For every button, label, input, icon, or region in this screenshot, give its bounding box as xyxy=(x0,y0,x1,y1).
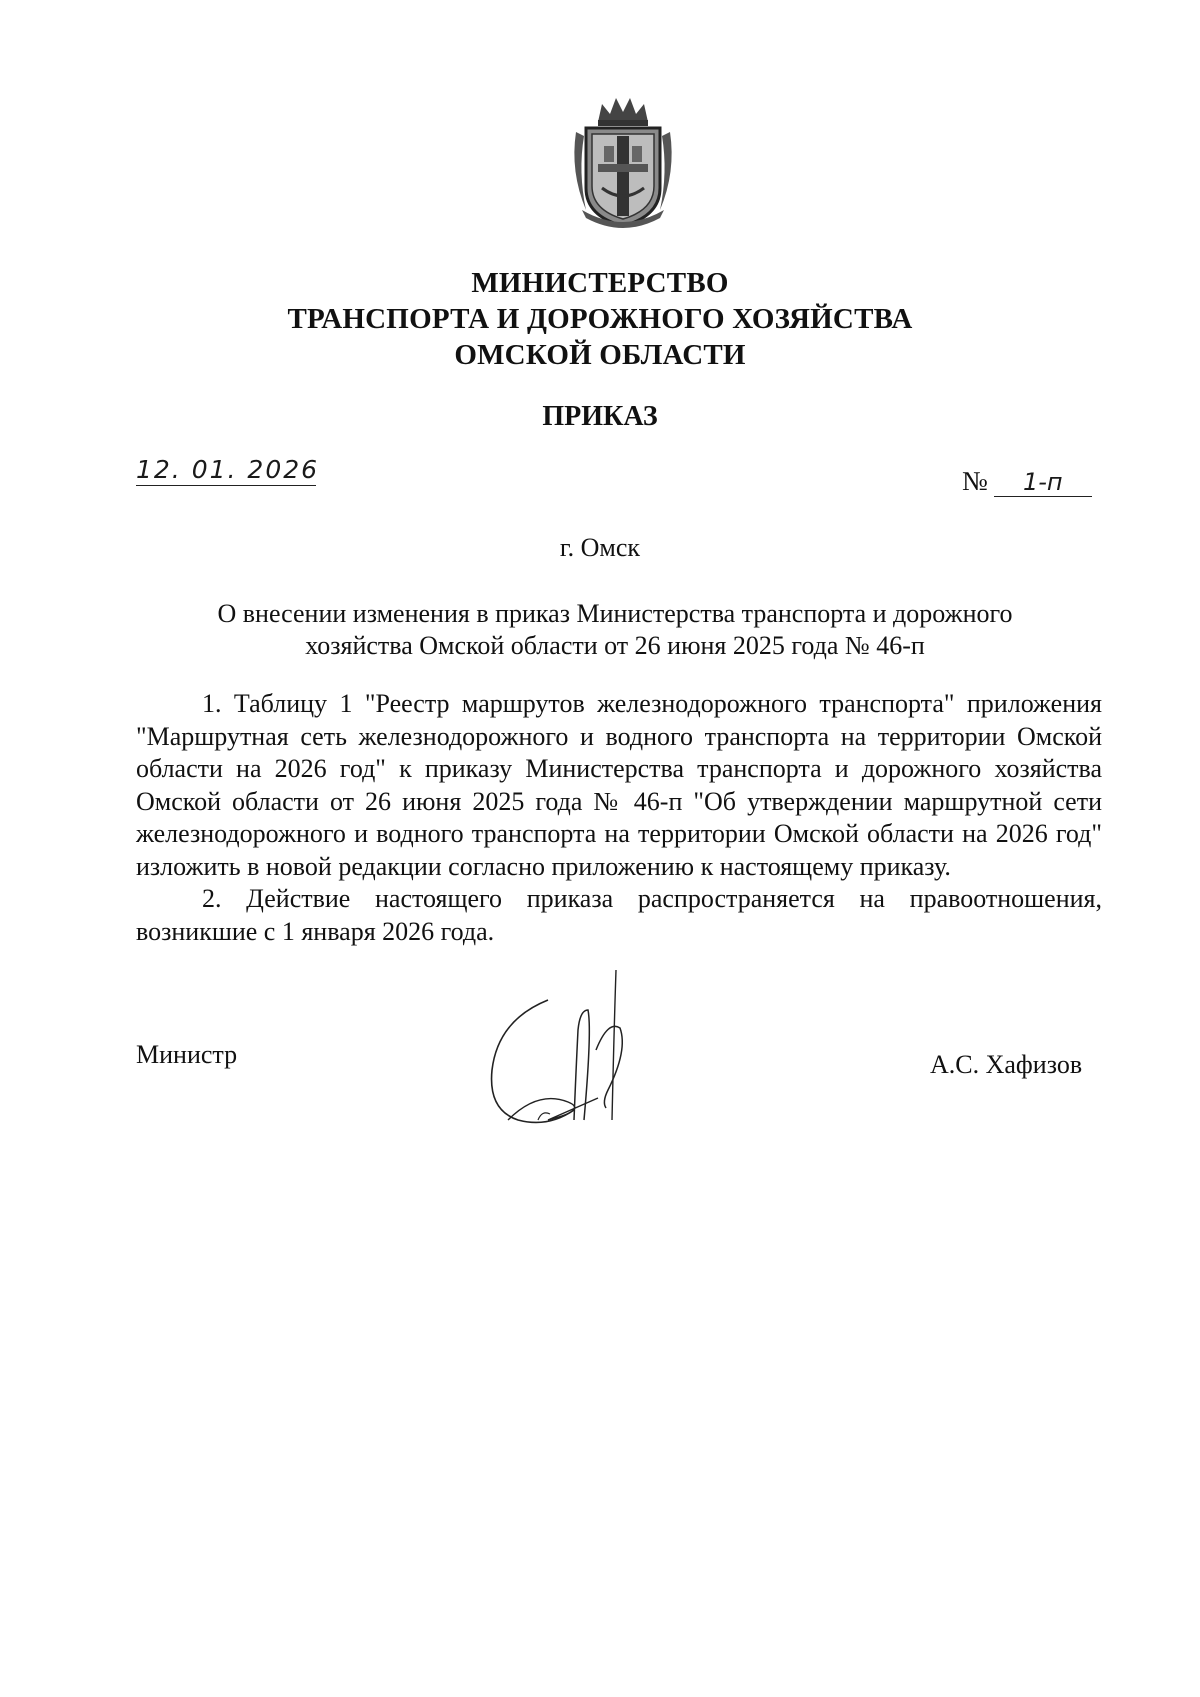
city: г. Омск xyxy=(559,533,641,562)
subject-line: О внесении изменения в приказ Министерства транспорта и дорожного xyxy=(217,599,1013,628)
coat-of-arms-icon xyxy=(568,92,678,230)
order-number xyxy=(962,466,1092,497)
number-sign: № xyxy=(962,466,988,496)
body-paragraph: 1. Таблицу 1 "Реестр маршрутов железнодорожного транспорта" приложения "Маршрутная сеть железнодорожного и водного транспорта на территории Омской области на 2026 год" к приказу Министерства транспорта и дорожного хозяйства Омской области от 26 июня 2025 года № 46-п "Об утверждении маршрутной сети железнодорожного и водного транспорта на территории Омской области на 2026 год" изложить в новой редакции согласно приложению к настоящему приказу. xyxy=(136,689,1102,881)
ministry-line: МИНИСТЕРСТВО xyxy=(471,267,729,299)
signer-title: Министр xyxy=(136,1040,238,1069)
order-body xyxy=(136,688,1102,948)
subject-line: хозяйства Омской области от 26 июня 2025 года № 46-п xyxy=(305,631,925,660)
ministry-line: ТРАНСПОРТА И ДОРОЖНОГО ХОЗЯЙСТВА xyxy=(287,303,913,335)
signer-name: А.С. Хафизов xyxy=(930,1050,1083,1079)
body-paragraph: 2. Действие настоящего приказа распространяется на правоотношения, возникшие с 1 января 2026 года. xyxy=(136,884,1102,946)
number-value: 1-п xyxy=(994,468,1092,497)
order-date: 12. 01. 2026 xyxy=(136,455,320,484)
handwritten-signature-icon xyxy=(478,970,688,1140)
ministry-line: ОМСКОЙ ОБЛАСТИ xyxy=(454,339,746,371)
ministry-header xyxy=(0,265,1200,373)
document-type: ПРИКАЗ xyxy=(542,401,658,432)
order-subject xyxy=(160,598,1070,662)
